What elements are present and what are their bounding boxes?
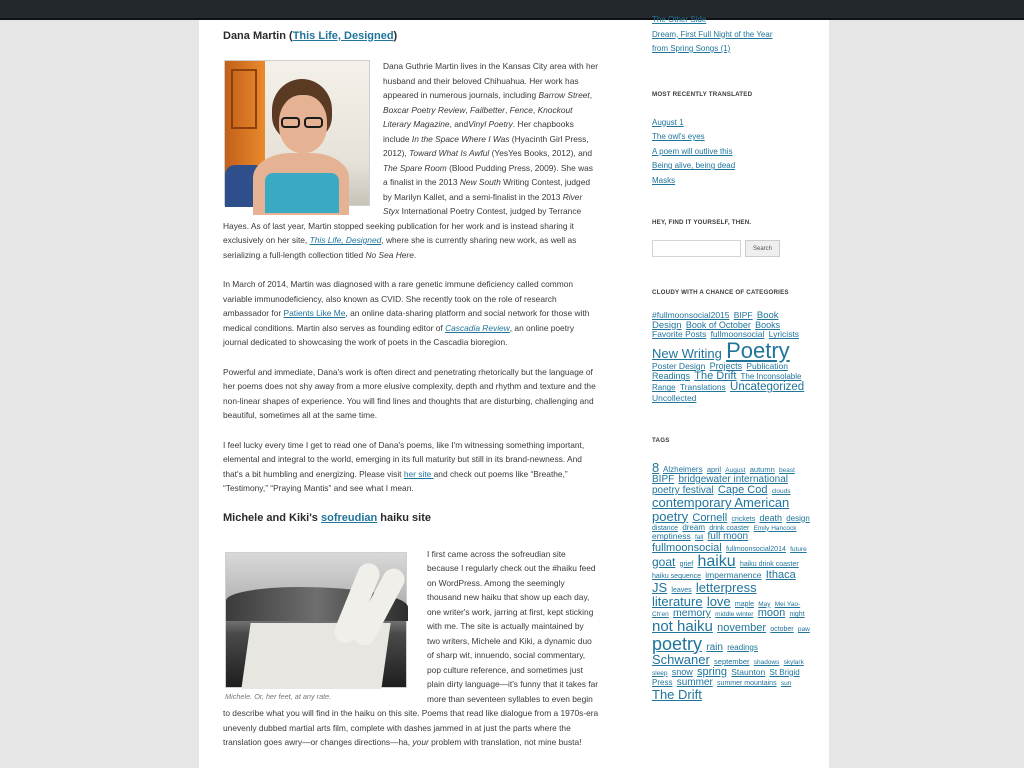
patients-like-me-link[interactable]: Patients Like Me: [283, 308, 346, 318]
category-link[interactable]: BIPF: [733, 310, 753, 320]
recently-translated-list: [652, 116, 812, 189]
category-link[interactable]: #fullmoonsocial2015: [652, 310, 730, 320]
photo-caption: Michele. Or, her feet, at any rate.: [225, 691, 332, 701]
tag-link[interactable]: BIPF: [652, 473, 675, 485]
tag-link[interactable]: haiku sequence: [652, 573, 702, 581]
tag-link[interactable]: april: [706, 465, 722, 475]
michele-feet-photo: [225, 552, 407, 688]
tag-link[interactable]: dream: [682, 522, 705, 532]
tag-link[interactable]: literature: [652, 593, 703, 609]
tag-link[interactable]: poetry: [652, 633, 703, 654]
tag-link[interactable]: memory: [673, 607, 711, 620]
tag-link[interactable]: moon: [757, 607, 786, 620]
tag-link[interactable]: november: [717, 622, 767, 635]
tag-link[interactable]: crickets: [731, 515, 756, 523]
tag-link[interactable]: middle winter: [715, 611, 754, 619]
tag-link[interactable]: contemporary American poetry: [652, 495, 790, 524]
categories-title: CLOUDY WITH A CHANCE OF CATEGORIES: [652, 289, 789, 296]
feature-dana-martin: [223, 29, 599, 496]
tag-link[interactable]: october: [770, 626, 794, 634]
category-link[interactable]: Poetry: [726, 337, 790, 363]
tag-cloud: [652, 461, 812, 701]
category-link[interactable]: Poster Design: [652, 360, 706, 371]
tag-link[interactable]: haiku: [697, 552, 736, 570]
tag-link[interactable]: Ithaca: [765, 569, 796, 582]
tag-link[interactable]: 8: [652, 460, 660, 476]
recently-translated-title: MOST RECENTLY TRANSLATED: [652, 90, 753, 98]
category-link[interactable]: Lyricists: [768, 329, 800, 340]
tag-link[interactable]: death: [759, 512, 782, 523]
category-cloud: [652, 311, 812, 403]
translated-post-link[interactable]: A poem will outlive this: [652, 146, 733, 156]
translated-post-link[interactable]: The owl's eyes: [652, 132, 705, 141]
tag-link[interactable]: future: [790, 545, 807, 553]
category-link[interactable]: Book Design: [652, 310, 779, 331]
tag-link[interactable]: clouds: [771, 488, 791, 496]
tag-link[interactable]: bridgewater international poetry festival: [652, 473, 788, 497]
category-link[interactable]: Uncollected: [652, 393, 697, 404]
translated-post-link[interactable]: August 1: [652, 117, 684, 127]
tag-link[interactable]: full moon: [707, 531, 749, 543]
tag-link[interactable]: fullmoonsocial: [652, 541, 722, 554]
search-button[interactable]: Search: [745, 240, 780, 257]
category-link[interactable]: Translations: [679, 382, 726, 393]
tag-link[interactable]: Staunton: [731, 666, 766, 677]
tag-link[interactable]: emptiness: [652, 531, 691, 542]
tag-link[interactable]: Emily Hancock: [753, 524, 797, 532]
tag-link[interactable]: snow: [671, 666, 693, 677]
tag-link[interactable]: not haiku: [652, 618, 713, 636]
tag-link[interactable]: Cornell: [692, 511, 728, 524]
sofreudian-heading-link[interactable]: sofreudian: [320, 511, 378, 524]
heading-text: Dana Martin (: [223, 30, 293, 42]
category-link[interactable]: fullmoonsocial: [710, 329, 765, 340]
tag-link[interactable]: maple: [734, 600, 754, 608]
category-link[interactable]: Books: [755, 319, 781, 330]
recent-posts-links: [652, 13, 812, 57]
this-life-designed-link[interactable]: This Life, Designed: [309, 235, 382, 245]
translated-post-link[interactable]: Masks: [652, 175, 676, 185]
search-input[interactable]: [652, 240, 741, 257]
tag-link[interactable]: drink coaster: [709, 524, 750, 532]
category-link[interactable]: Uncategorized: [730, 381, 805, 394]
tag-link[interactable]: Schwaner: [652, 652, 710, 668]
sofreudian-heading: Michele and Kiki's sofreudian haiku site: [223, 511, 432, 524]
dana-martin-photo: [224, 60, 370, 206]
tag-link[interactable]: september: [714, 657, 750, 667]
tag-link[interactable]: love: [706, 593, 731, 609]
tag-link[interactable]: skylark: [783, 659, 804, 667]
tag-link[interactable]: sun: [780, 679, 792, 687]
tag-link[interactable]: paw: [797, 626, 810, 634]
tag-link[interactable]: distance: [652, 524, 679, 532]
category-link[interactable]: New Writing: [652, 345, 722, 361]
closing-paragraph: I feel lucky every time I get to read one of Dana's poems, like I'm witnessing something important, elemental and integral to the world, emerging in its full maturity but still in its brand-newness. And that's a bit humbling and energizing. Please visit her site and check out poems like “Breathe,” “Testimony,” “Praying Mantis” and see what I mean.: [223, 439, 585, 493]
tag-link[interactable]: grief: [679, 560, 694, 568]
category-link[interactable]: Book of October: [685, 319, 751, 330]
tag-link[interactable]: readings: [727, 642, 758, 652]
heading-text: ): [393, 30, 398, 42]
cascadia-review-link[interactable]: Cascadia Review: [445, 322, 510, 333]
top-bar: [0, 0, 1024, 20]
style-paragraph: Powerful and immediate, Dana's work is often direct and penetrating rhetorically but the language of her poems does not shy away from a more elusive complexity, depth and rhythm and texture and the non-linear shapes of experience. You will find lines and thoughts that are disturbing, challenging and beautiful, sometimes all at the same time.: [223, 366, 596, 420]
tag-link[interactable]: shadows: [753, 659, 780, 667]
tag-link[interactable]: summer mountains: [717, 679, 777, 687]
recent-post-link[interactable]: The Other Side: [652, 15, 707, 24]
page-content: [199, 15, 829, 768]
sofreudian-paragraph: I first came across the sofreudian site because I regularly check out the #haiku feed on WordPress. Among the seemingly thousand new haiku that show up each day, one writer's work, jarring at first, kept sticking with me. The site is actually maintained by two writers, Michele and Kiki, a dynamic duo of sharp wit, innuendo, social commentary, pop culture reference, and sometimes just plain dirty language—it's funny that it takes far more than seventeen syllables to even begin to describe what you will find in the haiku on this site. Poems that read like dialogue from a 1970s-era unevenly dubbed martial arts film, complete with dashes jammed in at just the parts where the translation goes awry—or changes directions—ha, your problem with translation, not mine busta!: [223, 548, 599, 747]
tag-link[interactable]: sleep: [652, 669, 668, 677]
recent-post-link[interactable]: from Spring Songs (1): [652, 44, 731, 53]
cvid-paragraph: In March of 2014, Martin was diagnosed with a rare genetic immune deficiency called common variable immunodeficiency, also known as CVID. She recently took on the role of research ambassador for Patients Like Me, an online data-sharing platform and social network for those with medical conditions. Martin also serves as founding editor of Cascadia Review, an online poetry journal dedicated to showcasing the work of poets in the Cascadia bioregion.: [223, 279, 590, 347]
tag-link[interactable]: goat: [652, 554, 676, 569]
tags-title: TAGS: [652, 437, 670, 445]
post-column: [223, 20, 599, 765]
this-life-designed-heading-link[interactable]: This Life, Designed: [292, 30, 394, 42]
tag-link[interactable]: St Brigid Press: [652, 667, 800, 687]
tag-link[interactable]: fall: [694, 534, 704, 542]
translated-post-link[interactable]: Being alive, being dead: [652, 161, 736, 170]
tag-link[interactable]: haiku drink coaster: [739, 560, 799, 568]
tag-link[interactable]: August: [725, 467, 746, 475]
tag-link[interactable]: beast: [779, 467, 795, 475]
tag-link[interactable]: summer: [676, 676, 713, 688]
tag-link[interactable]: Alzheimers: [663, 465, 703, 475]
tag-link[interactable]: impermanence: [705, 570, 762, 581]
category-link[interactable]: The Drift: [694, 370, 737, 383]
search-form: [652, 240, 812, 257]
category-link[interactable]: Favorite Posts: [652, 329, 707, 340]
tag-link[interactable]: Cape Cod: [717, 484, 768, 497]
category-link[interactable]: Readings: [652, 371, 691, 382]
tag-link[interactable]: Mei Yao-Ch'en: [652, 600, 801, 619]
tag-link[interactable]: JS: [652, 580, 668, 596]
tag-link[interactable]: spring: [697, 665, 727, 678]
tag-link[interactable]: letterpress: [695, 580, 757, 596]
tag-link[interactable]: design: [786, 513, 810, 523]
tag-link[interactable]: May: [758, 600, 771, 608]
category-link[interactable]: The Inconsolable Range: [652, 372, 802, 393]
recent-post-link[interactable]: Dream, First Full Night of the Year: [652, 29, 773, 39]
tag-link[interactable]: rain: [706, 641, 723, 653]
tag-link[interactable]: night: [789, 611, 805, 619]
tag-link[interactable]: leaves: [671, 587, 692, 595]
tag-link[interactable]: autumn: [749, 465, 775, 475]
feature-sofreudian: [223, 511, 599, 750]
bio-paragraph: Dana Guthrie Martin lives in the Kansas City area with her husband and their beloved Chihuahua. Her work has appeared in numerous journals, including Barrow Street, Boxcar Poetry Review, Failbetter, Fence, Knockout Literary Magazine, andVinyl Poetry. Her chapbooks include In the Space Where I Was (Hyacinth Girl Press, 2012), Toward What Is Awful (YesYes Books, 2012), and The Spare Room (Blood Pudding Press, 2009). She was a finalist in the 2013 New South Writing Contest, judged by Marilyn Kallet, and a semi-finalist in the 2013 River Styx International Poetry Contest, judged by Terrance Hayes. As of last year, Martin stopped seeking publication for her work and is instead sharing it exclusively on her site, This Life, Designed, where she is currently sharing new work, as well as serializing a full-length collection titled No Sea Here.: [223, 61, 599, 260]
tag-link[interactable]: The Drift: [652, 687, 702, 703]
tag-link[interactable]: fullmoonsocial2014: [725, 545, 786, 553]
category-link[interactable]: Publication: [746, 360, 788, 371]
search-widget-title: HEY, FIND IT YOURSELF, THEN.: [652, 219, 752, 226]
dana-martin-heading: [223, 29, 599, 43]
her-site-link[interactable]: her site: [403, 468, 434, 479]
category-link[interactable]: Projects: [709, 360, 743, 371]
michele-figure: [225, 552, 410, 702]
sidebar: [652, 15, 812, 703]
